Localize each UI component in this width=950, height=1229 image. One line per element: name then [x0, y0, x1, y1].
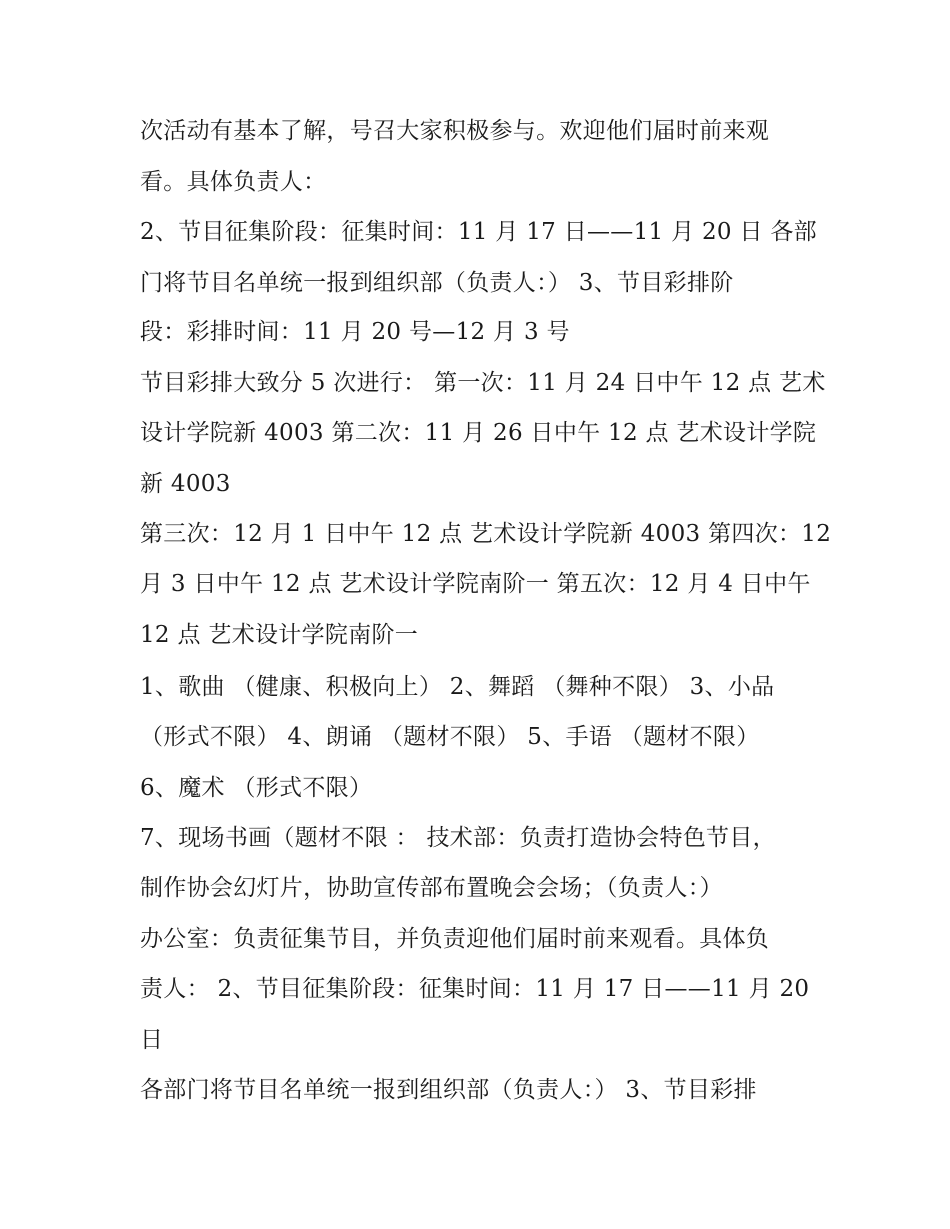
text-line: 设计学院新 4003 第二次：11 月 26 日中午 12 点 艺术设计学院: [140, 420, 817, 446]
text-line: 第三次：12 月 1 日中午 12 点 艺术设计学院新 4003 第四次：12: [140, 521, 832, 547]
text-line: 次活动有基本了解，号召大家积极参与。欢迎他们届时前来观: [140, 118, 770, 144]
text-line: 6、魔术 （形式不限）: [140, 775, 373, 801]
text-line: 日: [140, 1027, 164, 1053]
text-line: 月 3 日中午 12 点 艺术设计学院南阶一 第五次：12 月 4 日中午: [140, 571, 811, 597]
text-line: 1、歌曲 （健康、积极向上） 2、舞蹈 （舞种不限） 3、小品: [140, 674, 775, 700]
text-line: 责人： 2、节目征集阶段：征集时间：11 月 17 日——11 月 20: [140, 976, 810, 1002]
text-line: 新 4003: [140, 471, 231, 497]
text-line: 门将节目名单统一报到组织部（负责人：） 3、节目彩排阶: [140, 270, 734, 296]
text-line: 制作协会幻灯片，协助宣传部布置晚会会场；（负责人：）: [140, 875, 723, 901]
text-line: 2、节目征集阶段：征集时间：11 月 17 日——11 月 20 日 各部: [140, 219, 817, 245]
text-line: （形式不限） 4、朗诵 （题材不限） 5、手语 （题材不限）: [140, 724, 760, 750]
text-line: 办公室：负责征集节目，并负责迎他们届时前来观看。具体负: [140, 926, 770, 952]
text-line: 各部门将节目名单统一报到组织部（负责人：） 3、节目彩排: [140, 1077, 757, 1103]
text-line: 看。具体负责人：: [140, 169, 327, 195]
text-line: 7、现场书画（题材不限 ： 技术部：负责打造协会特色节目，: [140, 825, 776, 851]
text-line: 12 点 艺术设计学院南阶一: [140, 622, 419, 648]
text-line: 段：彩排时间：11 月 20 号—12 月 3 号: [140, 319, 570, 345]
text-line: 节目彩排大致分 5 次进行： 第一次：11 月 24 日中午 12 点 艺术: [140, 370, 826, 396]
